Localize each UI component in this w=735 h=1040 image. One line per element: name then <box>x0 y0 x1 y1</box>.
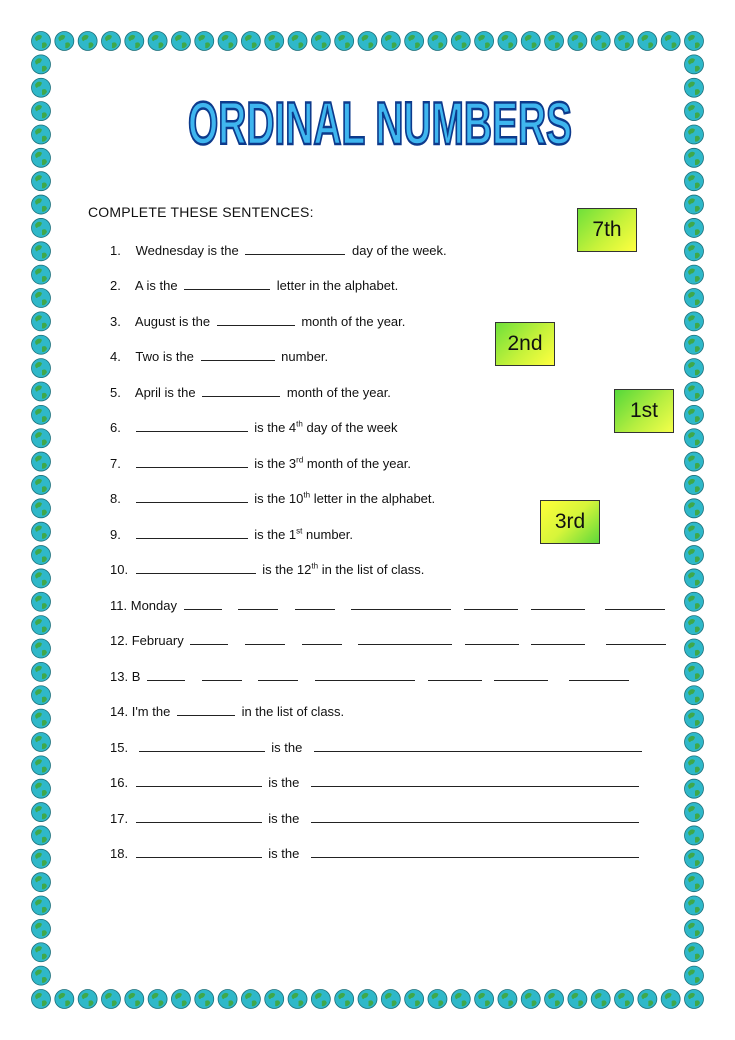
globe-icon <box>32 148 51 167</box>
answer-blank[interactable] <box>136 810 262 823</box>
globe-icon <box>55 32 74 51</box>
globe-icon <box>451 990 470 1009</box>
globe-icon <box>32 312 51 331</box>
globe-icon <box>685 522 704 541</box>
globe-icon <box>311 32 330 51</box>
globe-icon <box>32 569 51 588</box>
badge-1st: 1st <box>614 389 674 433</box>
globe-icon <box>32 709 51 728</box>
answer-blank[interactable] <box>302 632 342 645</box>
sentence-10: 10. is the 12th in the list of class. <box>110 561 425 577</box>
answer-blank[interactable] <box>605 597 665 610</box>
answer-blank[interactable] <box>147 668 185 681</box>
globe-icon <box>32 405 51 424</box>
globe-icon <box>32 756 51 775</box>
answer-blank[interactable] <box>202 384 280 397</box>
globe-icon <box>32 779 51 798</box>
globe-icon <box>685 569 704 588</box>
sentence-5: 5. April is the month of the year. <box>110 385 391 400</box>
globe-icon <box>685 78 704 97</box>
globe-icon <box>32 943 51 962</box>
globe-icon <box>428 990 447 1009</box>
globe-icon <box>685 312 704 331</box>
globe-icon <box>32 335 51 354</box>
globe-icon <box>241 32 260 51</box>
globe-icon <box>78 990 97 1009</box>
globe-icon <box>685 966 704 985</box>
globe-icon <box>661 990 680 1009</box>
answer-blank[interactable] <box>311 774 639 787</box>
globe-icon <box>638 32 657 51</box>
sentence-2: 2. A is the letter in the alphabet. <box>110 278 399 293</box>
globe-icon <box>545 32 564 51</box>
svg-text:ORDINAL NUMBERS: ORDINAL NUMBERS <box>188 90 572 157</box>
globe-icon <box>685 102 704 121</box>
globe-icon <box>335 32 354 51</box>
globe-icon <box>685 242 704 261</box>
answer-blank[interactable] <box>311 810 639 823</box>
answer-blank[interactable] <box>136 845 262 858</box>
globe-icon <box>685 873 704 892</box>
globe-icon <box>32 686 51 705</box>
sentence-18: 18. is the <box>110 845 642 861</box>
answer-blank[interactable] <box>351 597 451 610</box>
answer-blank[interactable] <box>184 597 222 610</box>
globe-icon <box>32 55 51 74</box>
globe-icon <box>685 756 704 775</box>
globe-icon <box>428 32 447 51</box>
sentence-14: 14. I'm the in the list of class. <box>110 704 345 719</box>
globe-icon <box>311 990 330 1009</box>
sentence-15: 15. is the <box>110 739 645 755</box>
globe-icon <box>78 32 97 51</box>
answer-blank[interactable] <box>136 490 248 503</box>
globe-icon <box>615 990 634 1009</box>
globe-icon <box>405 990 424 1009</box>
globe-icon <box>685 499 704 518</box>
globe-icon <box>32 826 51 845</box>
globe-icon <box>685 826 704 845</box>
globe-icon <box>638 990 657 1009</box>
globe-icon <box>148 32 167 51</box>
globe-icon <box>32 195 51 214</box>
globe-icon <box>685 382 704 401</box>
globe-icon <box>451 32 470 51</box>
answer-blank[interactable] <box>190 632 228 645</box>
answer-blank[interactable] <box>428 668 482 681</box>
globe-icon <box>661 32 680 51</box>
answer-blank[interactable] <box>202 668 242 681</box>
answer-blank[interactable] <box>245 632 285 645</box>
globe-icon <box>591 990 610 1009</box>
sentence-9: 9. is the 1st number. <box>110 526 354 542</box>
globe-icon <box>32 873 51 892</box>
globe-icon <box>32 475 51 494</box>
sentence-3: 3. August is the month of the year. <box>110 314 406 329</box>
globe-icon <box>685 218 704 237</box>
globe-icon <box>32 732 51 751</box>
sentence-1: 1. Wednesday is the day of the week. <box>110 243 447 258</box>
globe-icon <box>171 32 190 51</box>
globe-icon <box>32 662 51 681</box>
badge-2nd: 2nd <box>495 322 555 366</box>
globe-icon <box>498 32 517 51</box>
globe-icon <box>545 990 564 1009</box>
globe-icon <box>685 709 704 728</box>
answer-blank[interactable] <box>258 668 298 681</box>
globe-icon <box>32 102 51 121</box>
globe-icon <box>685 639 704 658</box>
globe-icon <box>381 990 400 1009</box>
globe-icon <box>335 990 354 1009</box>
globe-icon <box>685 429 704 448</box>
title-wordart <box>180 86 580 156</box>
globe-icon <box>685 592 704 611</box>
globe-icon <box>568 32 587 51</box>
globe-icon <box>218 990 237 1009</box>
globe-icon <box>591 32 610 51</box>
globe-icon <box>405 32 424 51</box>
sentence-12: 12. February <box>110 632 669 648</box>
globe-icon <box>32 359 51 378</box>
globe-icon <box>685 172 704 191</box>
globe-icon <box>685 405 704 424</box>
globe-icon <box>32 32 51 51</box>
answer-blank[interactable] <box>217 313 295 326</box>
globe-icon <box>265 990 284 1009</box>
globe-icon <box>685 732 704 751</box>
sentence-17: 17. is the <box>110 810 642 826</box>
sentence-7: 7. is the 3rd month of the year. <box>110 455 411 471</box>
globe-icon <box>521 990 540 1009</box>
globe-icon <box>685 32 704 51</box>
globe-icon <box>32 429 51 448</box>
globe-icon <box>32 639 51 658</box>
globe-icon <box>685 148 704 167</box>
instruction-text: COMPLETE THESE SENTENCES: <box>88 204 314 220</box>
globe-icon <box>685 896 704 915</box>
globe-icon <box>32 919 51 938</box>
answer-blank[interactable] <box>358 632 452 645</box>
answer-blank[interactable] <box>177 703 235 716</box>
sentence-8: 8. is the 10th letter in the alphabet. <box>110 490 436 506</box>
answer-blank[interactable] <box>201 348 275 361</box>
globe-icon <box>685 662 704 681</box>
sentence-13: 13. B <box>110 668 632 684</box>
globe-icon <box>358 32 377 51</box>
globe-icon <box>171 990 190 1009</box>
answer-blank[interactable] <box>136 774 262 787</box>
globe-icon <box>32 242 51 261</box>
globe-icon <box>32 218 51 237</box>
answer-blank[interactable] <box>295 597 335 610</box>
globe-icon <box>32 966 51 985</box>
answer-blank[interactable] <box>136 561 256 574</box>
worksheet-title <box>180 86 580 156</box>
globe-icon <box>498 990 517 1009</box>
globe-icon <box>32 849 51 868</box>
globe-icon <box>358 990 377 1009</box>
answer-blank[interactable] <box>494 668 548 681</box>
globe-icon <box>32 172 51 191</box>
globe-icon <box>218 32 237 51</box>
globe-icon <box>685 359 704 378</box>
globe-icon <box>685 289 704 308</box>
globe-icon <box>125 32 144 51</box>
globe-icon <box>101 990 120 1009</box>
globe-icon <box>685 265 704 284</box>
globe-icon <box>241 990 260 1009</box>
globe-icon <box>521 32 540 51</box>
globe-icon <box>265 32 284 51</box>
answer-blank[interactable] <box>531 632 585 645</box>
sentence-6: 6. is the 4th day of the week <box>110 419 398 435</box>
globe-icon <box>685 849 704 868</box>
sentence-16: 16. is the <box>110 774 642 790</box>
answer-blank[interactable] <box>238 597 278 610</box>
globe-icon <box>32 382 51 401</box>
globe-icon <box>685 195 704 214</box>
answer-blank[interactable] <box>245 242 345 255</box>
answer-blank[interactable] <box>464 597 518 610</box>
answer-blank[interactable] <box>311 845 639 858</box>
globe-icon <box>685 546 704 565</box>
answer-blank[interactable] <box>184 277 270 290</box>
answer-blank[interactable] <box>569 668 629 681</box>
globe-icon <box>685 779 704 798</box>
answer-blank[interactable] <box>136 526 248 539</box>
answer-blank[interactable] <box>606 632 666 645</box>
answer-blank[interactable] <box>465 632 519 645</box>
globe-icon <box>32 522 51 541</box>
globe-icon <box>32 803 51 822</box>
globe-icon <box>32 592 51 611</box>
globe-icon <box>685 943 704 962</box>
sentence-11: 11. Monday <box>110 597 668 613</box>
globe-icon <box>475 990 494 1009</box>
answer-blank[interactable] <box>531 597 585 610</box>
globe-icon <box>32 616 51 635</box>
globe-icon <box>685 125 704 144</box>
globe-icon <box>32 896 51 915</box>
globe-icon <box>195 32 214 51</box>
globe-icon <box>685 919 704 938</box>
globe-icon <box>381 32 400 51</box>
answer-blank[interactable] <box>315 668 415 681</box>
sentence-4: 4. Two is the number. <box>110 349 329 364</box>
globe-icon <box>125 990 144 1009</box>
globe-icon <box>55 990 74 1009</box>
answer-blank[interactable] <box>139 739 265 752</box>
answer-blank[interactable] <box>136 419 248 432</box>
globe-icon <box>685 475 704 494</box>
globe-icon <box>685 452 704 471</box>
badge-3rd: 3rd <box>540 500 600 544</box>
globe-icon <box>685 990 704 1009</box>
globe-icon <box>685 616 704 635</box>
globe-icon <box>685 686 704 705</box>
globe-icon <box>148 990 167 1009</box>
globe-icon <box>32 452 51 471</box>
globe-icon <box>32 78 51 97</box>
globe-icon <box>101 32 120 51</box>
badge-7th: 7th <box>577 208 637 252</box>
globe-icon <box>685 55 704 74</box>
globe-icon <box>32 499 51 518</box>
globe-icon <box>288 990 307 1009</box>
answer-blank[interactable] <box>136 455 248 468</box>
globe-icon <box>32 546 51 565</box>
globe-icon <box>615 32 634 51</box>
globe-icon <box>288 32 307 51</box>
globe-icon <box>32 990 51 1009</box>
globe-icon <box>475 32 494 51</box>
globe-icon <box>32 289 51 308</box>
globe-icon <box>685 803 704 822</box>
globe-icon <box>32 265 51 284</box>
globe-icon <box>685 335 704 354</box>
globe-icon <box>195 990 214 1009</box>
globe-icon <box>568 990 587 1009</box>
answer-blank[interactable] <box>314 739 642 752</box>
globe-icon <box>32 125 51 144</box>
